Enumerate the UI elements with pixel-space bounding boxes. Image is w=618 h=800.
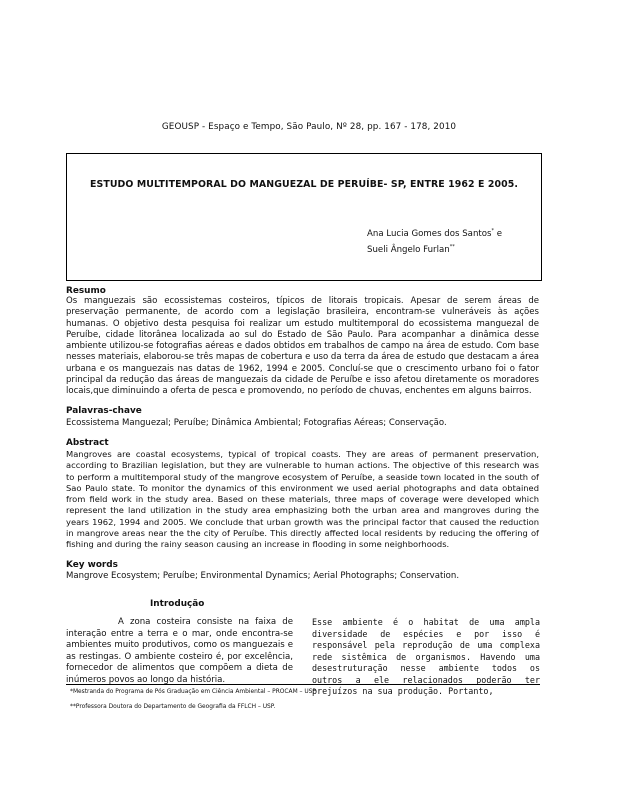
introducao-left-column: A zona costeira consiste na faixa de interação entre a terra e o mar, onde encontra-se ambientes muito produtivos, como os manguezais e as restingas. O ambiente costeiro é, por excelência, fornecedor de alimentos que compõem a dieta de inúmeros povos ao longo da história. <box>66 617 293 685</box>
palavras-chave-text: Ecossistema Manguezal; Peruíbe; Dinâmica Ambiental; Fotografias Aéreas; Conservação. <box>66 418 447 428</box>
palavras-chave-heading: Palavras-chave <box>66 406 142 416</box>
resumo-text: Os manguezais são ecossistemas costeiros, típicos de litorais tropicais. Apesar de serem áreas de preservação permanente, de acordo com a legislação brasileira, encontram-se vulneráveis às ações humanas. O objetivo desta pesquisa foi realizar um estudo multitemporal do ecossistema manguezal de Peruíbe, cidade litorânea localizada ao sul do Estado de São Paulo. Para acompanhar a dinâmica desse ambiente utilizou-se fotografias aéreas e dados obtidos em trabalhos de campo na área de estudo. Com base nesses materiais, elaborou-se três mapas de cobertura e uso da terra da área de estudo que destacam a área urbana e os manguezais nas datas de 1962, 1994 e 2005. Concluí-se que o crescimento urbano foi o fator principal da redução das áreas de manguezais da cidade de Peruíbe e isso afetou diretamente os moradores locais,que diminuindo a oferta de pesca e promovendo, no período de chuvas, enchentes em alguns bairros. <box>66 296 539 397</box>
abstract-text: Mangroves are coastal ecosystems, typical of tropical coasts. They are areas of permanent preservation, according to Brazilian legislation, but they are vulnerable to human actions. The objective of this research was to perform a multitemporal study of the mangrove ecosystem of Peruíbe, a seaside town located in the south of Sao Paulo state. To monitor the dynamics of this environment we used aerial photographs and data obtained from field work in the study area. Based on these materials, three maps of coverage were developed which represent the land utilization in the study area emphasizing both the urban area and mangroves during the years 1962, 1994 and 2005. We conclude that urban growth was the principal factor that caused the reduction in mangrove areas near the the city of Peruíbe. This directly affected local residents by reducing the offering of fishing and during the rainy season causing an increase in flooding in some neighborhoods. <box>66 449 539 550</box>
author-1-mark: * <box>491 228 494 234</box>
introducao-heading: Introdução <box>150 599 205 609</box>
key-words-text: Mangrove Ecosystem; Peruíbe; Environmental Dynamics; Aerial Photographs; Conservation. <box>66 571 460 581</box>
title-box <box>66 153 542 281</box>
author-1: Ana Lucia Gomes dos Santos <box>367 229 492 239</box>
introducao-right-column: Esse ambiente é o habitat de uma ampla diversidade de espécies e por isso é responsável pela reprodução de uma complexa rede sistêmica de organismos. Havendo uma desestruturação nesse ambiente todos os outros a ele relacionados poderão ter prejuízos na sua produção. Portanto, <box>312 617 540 696</box>
footnote-2: **Professora Doutora do Departamento de Geografia da FFLCH – USP. <box>70 704 276 710</box>
author-2: Sueli Ângelo Furlan <box>367 245 450 255</box>
key-words-heading: Key words <box>66 560 118 570</box>
footnote-1: *Mestranda do Programa de Pós Graduação em Ciência Ambiental – PROCAM – USP <box>70 689 316 695</box>
author-line-2 <box>367 241 502 257</box>
resumo-heading: Resumo <box>66 286 106 296</box>
author-line-1 <box>367 225 502 241</box>
abstract-heading: Abstract <box>66 438 109 448</box>
author-2-mark: ** <box>449 244 455 250</box>
author-conjunction: e <box>494 229 503 239</box>
authors <box>367 225 502 257</box>
footnote-divider <box>66 684 540 685</box>
journal-citation: GEOUSP - Espaço e Tempo, São Paulo, Nº 28, pp. 167 - 178, 2010 <box>161 122 457 132</box>
article-title: ESTUDO MULTITEMPORAL DO MANGUEZAL DE PERUÍBE- SP, ENTRE 1962 E 2005. <box>89 179 519 190</box>
